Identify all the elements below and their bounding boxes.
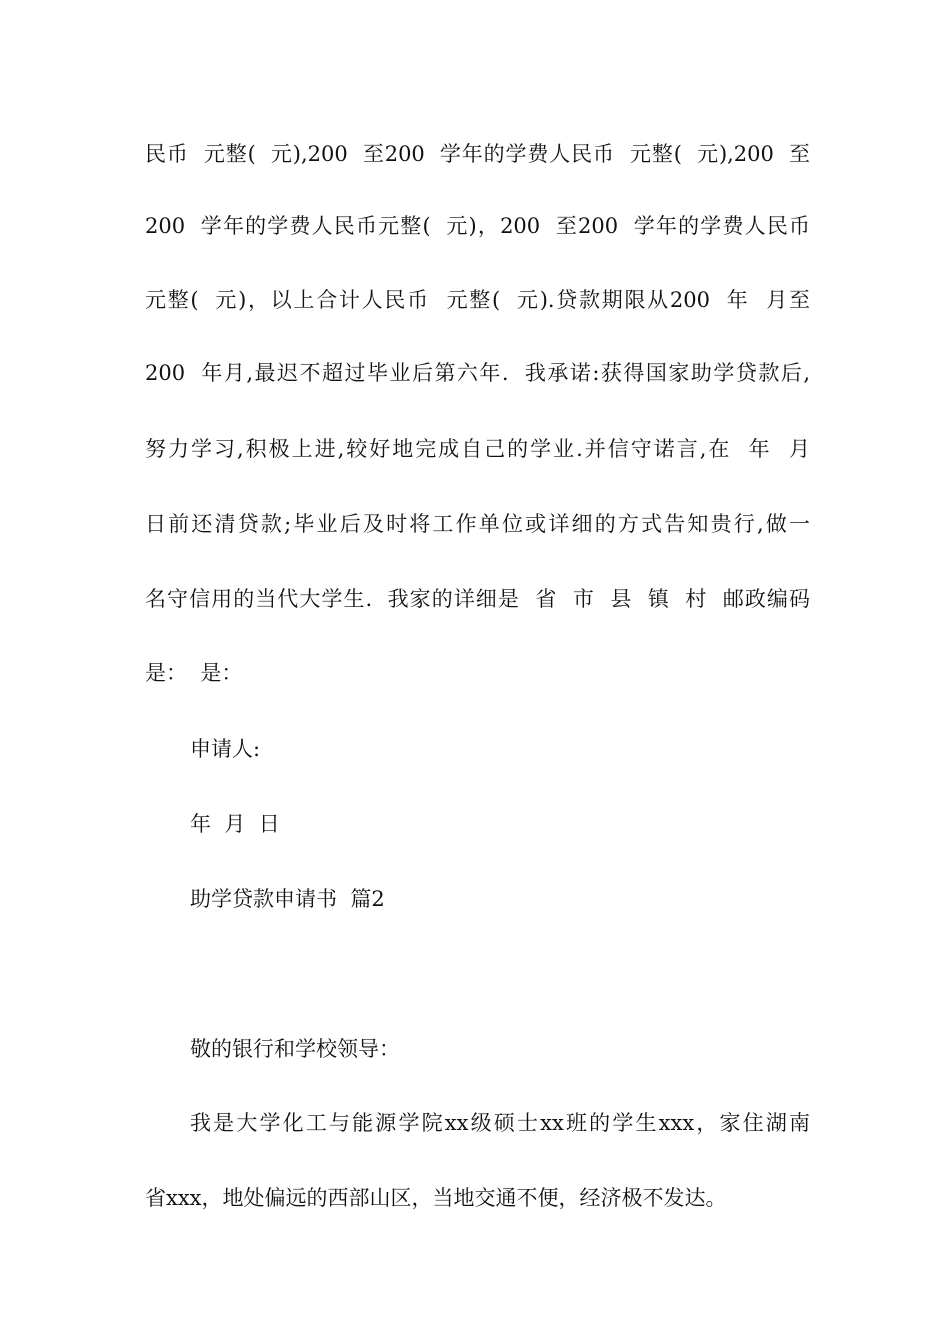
date-line: 年 月 日: [190, 812, 280, 836]
paragraph-line: 省xxx，地处偏远的西部山区，当地交通不便，经济极不发达。: [145, 1186, 727, 1210]
paragraph-line: 200 年月,最迟不超过毕业后第六年. 我承诺:获得国家助学贷款后,: [145, 361, 810, 385]
paragraph-line: 200 学年的学费人民币元整( 元)，200 至200 学年的学费人民币: [145, 214, 810, 238]
section-title: 助学贷款申请书 篇2: [190, 887, 385, 911]
salutation: 敬的银行和学校领导：: [190, 1037, 400, 1061]
paragraph-line: 民币 元整( 元),200 至200 学年的学费人民币 元整( 元),200 至: [145, 142, 810, 166]
paragraph-line: 是： 是：: [145, 661, 243, 685]
applicant-label: 申请人:: [190, 737, 261, 761]
paragraph-line: 努力学习,积极上进,较好地完成自己的学业.并信守诺言,在 年 月: [145, 437, 810, 461]
paragraph-line: 名守信用的当代大学生. 我家的详细是 省 市 县 镇 村 邮政编码: [145, 587, 810, 611]
paragraph-line: 我是大学化工与能源学院xx级硕士xx班的学生xxx，家住湖南: [190, 1111, 810, 1135]
paragraph-line: 日前还清贷款;毕业后及时将工作单位或详细的方式告知贵行,做一: [145, 512, 810, 536]
paragraph-line: 元整( 元)，以上合计人民币 元整( 元).贷款期限从200 年 月至: [145, 288, 810, 312]
